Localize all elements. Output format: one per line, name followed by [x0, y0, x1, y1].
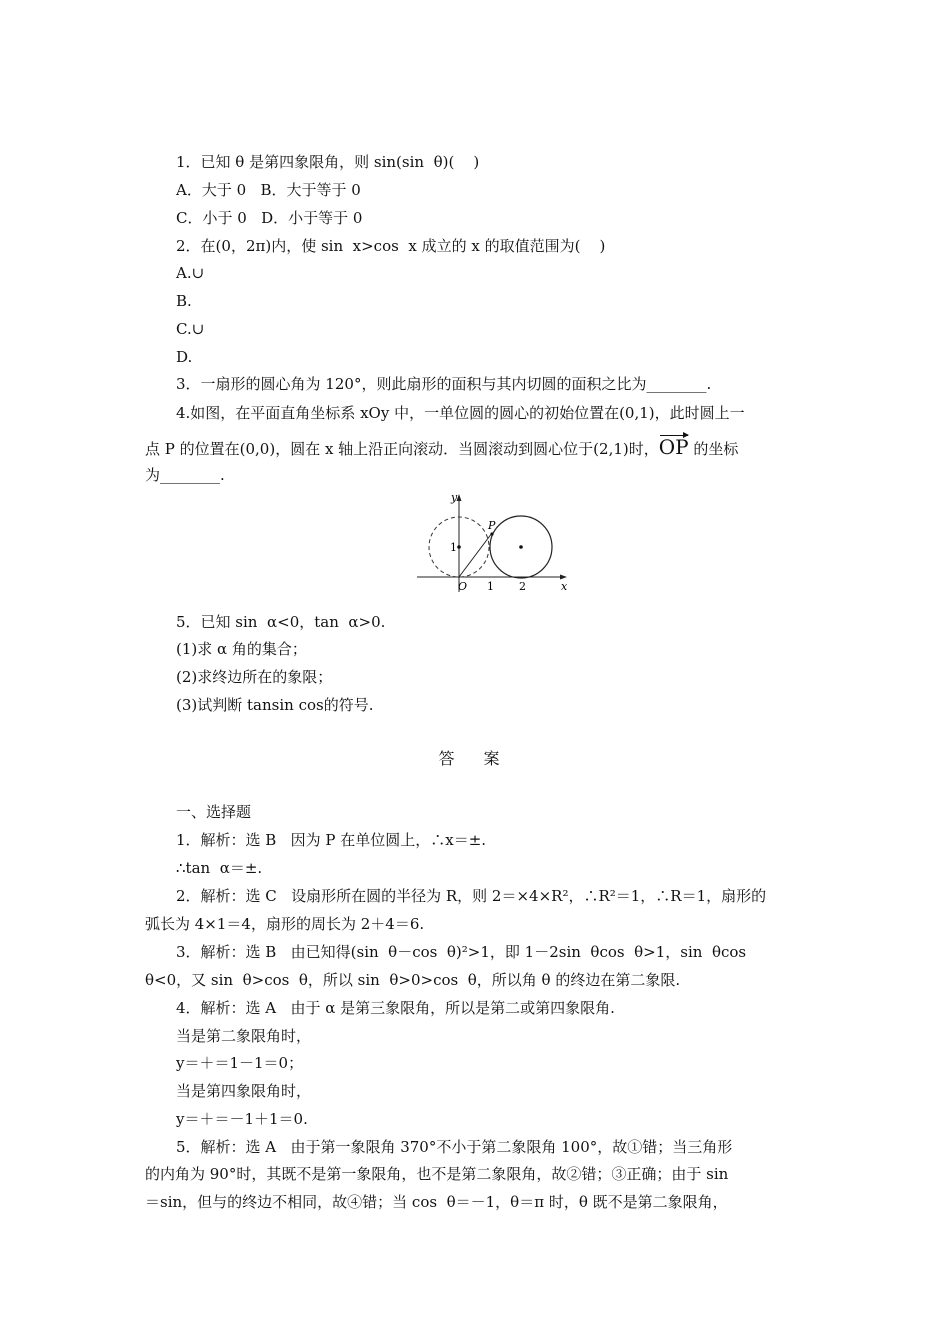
q4-line2-pre: 点 P 的位置在(0,0)，圆在 x 轴上沿正向滚动．当圆滚动到圆心位于(2,1)时， — [145, 440, 659, 458]
answer-5-line2: 的内角为 90°时，其既不是第一象限角，也不是第二象限角，故②错；③正确；由于 sin — [145, 1165, 729, 1183]
initial-center — [457, 545, 461, 549]
answer-4-line1: 4．解析：选 A 由于 α 是第三象限角，所以是第二或第四象限角. — [176, 999, 615, 1017]
label-p: P — [488, 519, 496, 532]
label-tick-1: 1 — [487, 580, 494, 593]
label-tick-2: 2 — [519, 580, 526, 593]
answer-4-line4: 当是第四象限角时， — [176, 1082, 312, 1100]
answer-3-line2: θ<0，又 sin θ>cos θ，所以 sin θ>0>cos θ，所以角 θ 的终边在第二象限. — [145, 971, 681, 989]
answer-4-line3: y＝＋＝1－1＝0； — [176, 1054, 304, 1072]
q4-line3: 为________. — [145, 466, 225, 484]
q1-stem: 1．已知 θ 是第四象限角，则 sin(sin θ)( ) — [176, 153, 480, 171]
q3-stem: 3．一扇形的圆心角为 120°，则此扇形的面积与其内切圆的面积之比为________. — [176, 375, 712, 393]
label-x: x — [561, 580, 568, 593]
answers-title: 答 案 — [438, 749, 512, 768]
q5-stem: 5．已知 sin α<0，tan α>0. — [176, 613, 386, 631]
q5-part1: (1)求 α 角的集合； — [176, 640, 307, 658]
q2-option-d: D. — [176, 348, 193, 366]
answer-5-line3: ＝sin，但与的终边不相同，故④错；当 cos θ＝－1，θ＝π 时，θ 既不是第二象限角， — [145, 1193, 728, 1211]
segment-op — [459, 533, 492, 577]
q4-line2-post: 的坐标 — [688, 440, 739, 458]
q2-stem: 2．在(0，2π)内，使 sin x>cos x 成立的 x 的取值范围为( ) — [176, 237, 606, 255]
q1-options-ab: A．大于 0 B．大于等于 0 — [176, 181, 361, 199]
answer-2-line1: 2．解析：选 C 设扇形所在圆的半径为 R，则 2＝×4×R²，∴R²＝1，∴R＝1，扇形的 — [176, 887, 767, 905]
answer-1-line2: ∴tan α＝±. — [176, 859, 263, 877]
answer-1-line1: 1．解析：选 B 因为 P 在单位圆上，∴x＝±. — [176, 831, 487, 849]
y-axis-arrow — [457, 494, 462, 501]
answer-2-line2: 弧长为 4×1＝4，扇形的周长为 2＋4＝6. — [145, 915, 425, 933]
label-y-tick-1: 1 — [450, 541, 457, 554]
q5-part2: (2)求终边所在的象限； — [176, 668, 333, 686]
q2-option-c: C.∪ — [176, 320, 205, 338]
q5-part3: (3)试判断 tansin cos的符号. — [176, 696, 374, 714]
rolling-circle-figure — [415, 488, 575, 598]
answer-5-line1: 5．解析：选 A 由于第一象限角 370°不小于第二象限角 100°，故①错；当三角形 — [176, 1138, 733, 1156]
q4-line1: 4.如图，在平面直角坐标系 xOy 中，一单位圆的圆心的初始位置在(0,1)，此时圆上一 — [176, 404, 745, 422]
rolled-center — [519, 545, 523, 549]
label-origin: O — [458, 580, 468, 593]
q2-option-b: B. — [176, 292, 192, 310]
op-vector: OP — [658, 435, 689, 459]
section-heading: 一、选择题 — [176, 803, 252, 821]
answer-3-line1: 3．解析：选 B 由已知得(sin θ－cos θ)²>1，即 1－2sin θcos θ>1，sin θcos — [176, 943, 747, 961]
answer-4-line2: 当是第二象限角时， — [176, 1027, 312, 1045]
q2-option-a: A.∪ — [176, 264, 205, 282]
point-p — [490, 532, 493, 535]
x-axis-arrow — [560, 575, 567, 580]
answer-4-line5: y＝＋＝－1＋1＝0. — [176, 1110, 308, 1128]
q4-line2 — [145, 433, 738, 459]
q1-options-cd: C．小于 0 D．小于等于 0 — [176, 209, 363, 227]
label-y: y — [451, 491, 458, 504]
